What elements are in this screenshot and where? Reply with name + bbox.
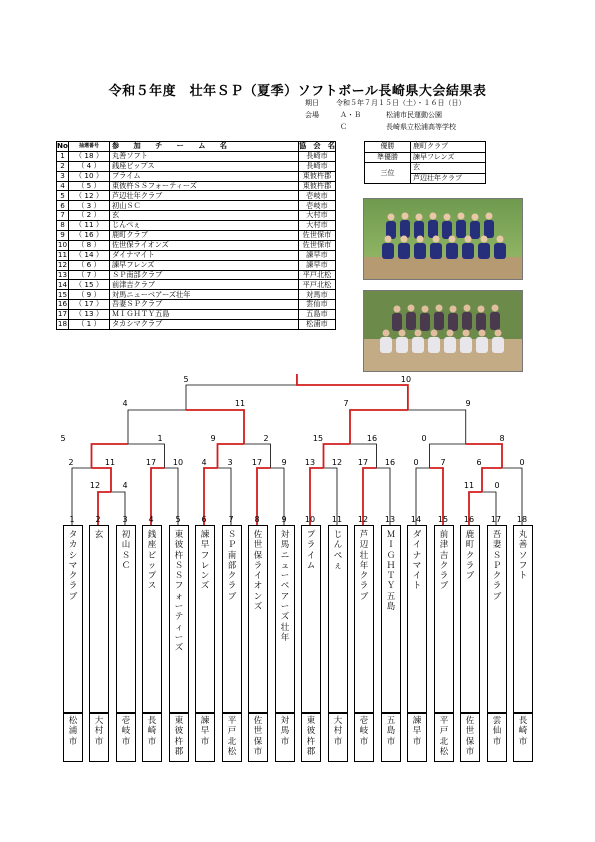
venue-c-name: 長崎県立松浦高等学校 — [386, 123, 456, 131]
team-slot-number: 3 — [122, 515, 128, 524]
score-qf2-a: 9 — [210, 434, 216, 443]
team-assoc: 長 崎 市 — [518, 716, 528, 747]
roster-lot: （ 9 ） — [68, 290, 109, 300]
team-name-box — [275, 525, 295, 714]
team-assoc: 五 島 市 — [386, 716, 396, 747]
team-assoc-box — [222, 712, 242, 762]
score-qf4-a: 0 — [421, 434, 427, 443]
roster-team: 東彼杵ＳＳフォーティーズ — [109, 181, 298, 191]
third-team-2: 芦辺壮年クラブ — [411, 173, 486, 184]
runnerup-label: 準優勝 — [365, 152, 411, 163]
team-assoc: 東 彼 杵 郡 — [306, 716, 316, 757]
team-assoc-box — [434, 712, 454, 762]
roster-assoc: 佐世保市 — [298, 240, 335, 250]
team-slot-number: 8 — [254, 515, 260, 524]
score-r2-3-a: 4 — [201, 458, 207, 467]
score-r2-7-a: 0 — [413, 458, 419, 467]
roster-no: 7 — [57, 211, 69, 221]
roster-no: 8 — [57, 221, 69, 231]
team-name: 対 馬 ニ ュ ー ベ ア ー ズ 壮 年 — [280, 530, 290, 643]
team-assoc-box — [301, 712, 321, 762]
score-r2-5-a: 13 — [304, 458, 316, 467]
team-name: 佐 世 保 ラ イ オ ン ズ — [253, 530, 263, 613]
team-name-box — [222, 525, 242, 714]
team-assoc-box — [354, 712, 374, 762]
team-name: 玄 — [94, 530, 104, 540]
team-assoc: 松 浦 市 — [68, 716, 78, 747]
roster-assoc: 佐世保市 — [298, 231, 335, 241]
team-assoc-box — [487, 712, 507, 762]
score-r2-7-b: 7 — [440, 458, 446, 467]
team-slot-number: 16 — [463, 515, 475, 524]
roster-lot: （ 18 ） — [68, 151, 109, 161]
team-assoc: 大 村 市 — [333, 716, 343, 747]
roster-no: 12 — [57, 259, 68, 269]
team-assoc-box — [275, 712, 295, 762]
score-semi-right-a: 7 — [343, 399, 349, 408]
bracket-final — [186, 385, 408, 410]
team-assoc-box — [328, 712, 348, 762]
team-slot-number: 17 — [490, 515, 502, 524]
team-name-box — [116, 525, 136, 714]
bracket-semi-1 — [128, 410, 244, 444]
venue-c-court: Ｃ — [340, 123, 347, 131]
team-name-box — [89, 525, 109, 714]
team-name-box — [513, 525, 533, 714]
team-assoc: 諫 早 市 — [200, 716, 210, 747]
team-name-box — [487, 525, 507, 714]
team-slot-number: 18 — [516, 515, 528, 524]
team-assoc: 東 彼 杵 郡 — [174, 716, 184, 757]
roster-team: ダイナマイト — [109, 250, 298, 260]
team-slot-number: 1 — [69, 515, 75, 524]
score-r2-6-b: 16 — [384, 458, 396, 467]
roster-team: ＭＩＧＨＴＹ五島 — [109, 310, 298, 320]
team-name: 鹿 町 ク ラ ブ — [465, 530, 475, 582]
roster-no: 5 — [57, 191, 69, 201]
team-slot-number: 5 — [175, 515, 181, 524]
roster-lot: （ 8 ） — [68, 240, 109, 250]
team-slot-number: 2 — [95, 515, 101, 524]
champion-team: 鹿町クラブ — [411, 142, 486, 153]
score-qf3-b: 16 — [366, 434, 378, 443]
team-slot-number: 9 — [281, 515, 287, 524]
team-slot-number: 6 — [201, 515, 207, 524]
score-semi-right-b: 9 — [465, 399, 471, 408]
header-no: No — [57, 141, 68, 151]
team-assoc: 壱 岐 市 — [121, 716, 131, 747]
team-name-box — [142, 525, 162, 714]
score-r2-4-b: 9 — [281, 458, 287, 467]
roster-lot: （ 1 ） — [68, 320, 109, 330]
roster-lot: （ 4 ） — [68, 161, 109, 171]
team-assoc: 平 戸 北 松 — [439, 716, 449, 757]
team-slot-number: 7 — [228, 515, 234, 524]
score-r2-4-a: 17 — [251, 458, 263, 467]
team-name: Ｍ Ｉ Ｇ Ｈ Ｔ Ｙ 五 島 — [386, 530, 396, 613]
roster-team: 初山ＳＣ — [109, 201, 298, 211]
team-name-box — [354, 525, 374, 714]
score-r2-8-b: 0 — [519, 458, 525, 467]
roster-team: じんぺぇ — [109, 221, 298, 231]
team-assoc: 大 村 市 — [94, 716, 104, 747]
team-name-box — [248, 525, 268, 714]
roster-lot: （ 6 ） — [68, 260, 109, 270]
team-assoc: 佐 世 保 市 — [253, 716, 263, 757]
team-name: タ カ シ マ ク ラ ブ — [68, 530, 78, 602]
score-r2-2-b: 10 — [172, 458, 184, 467]
venue-label: 会場 — [305, 111, 319, 119]
roster-team: 対馬ニューベアーズ壮年 — [109, 290, 298, 300]
roster-team: 吾妻ＳＰクラブ — [109, 300, 298, 310]
roster-lot: （ 16 ） — [68, 231, 109, 241]
score-r1-1-a: 12 — [89, 481, 101, 490]
score-qf1-b: 1 — [157, 434, 163, 443]
roster-assoc: 東彼杵郡 — [298, 181, 335, 191]
roster-assoc: 対馬市 — [298, 290, 335, 300]
roster-no: 6 — [57, 201, 69, 211]
team-name: 東 彼 杵 Ｓ Ｓ フ ォ ー テ ィ ー ズ — [174, 530, 184, 654]
score-r2-2-a: 17 — [145, 458, 157, 467]
roster-assoc: 壱岐市 — [298, 201, 335, 211]
score-r2-5-b: 12 — [331, 458, 343, 467]
roster-team: 諫早フレンズ — [109, 260, 298, 270]
roster-team: ＳＰ南部クラブ — [109, 270, 298, 280]
roster-team: 鹿町クラブ — [109, 231, 298, 241]
team-assoc-box — [381, 712, 401, 762]
roster-lot: （ 17 ） — [68, 300, 109, 310]
score-r2-6-a: 17 — [357, 458, 369, 467]
team-assoc-box — [63, 712, 83, 762]
team-assoc: 平 戸 北 松 — [227, 716, 237, 757]
roster-no: 14 — [57, 279, 68, 289]
roster-team: 芦辺壮年クラブ — [109, 191, 298, 201]
score-qf1-a: 5 — [60, 434, 66, 443]
team-name: 諫 早 フ レ ン ズ — [200, 530, 210, 592]
team-name-box — [407, 525, 427, 714]
team-assoc-box — [248, 712, 268, 762]
roster-lot: （ 5 ） — [68, 181, 109, 191]
roster-team: タカシマクラブ — [109, 320, 298, 330]
roster-no: 18 — [57, 319, 68, 329]
roster-assoc: 平戸北松 — [298, 270, 335, 280]
score-r2-8-a: 6 — [476, 458, 482, 467]
roster-lot: （ 13 ） — [68, 310, 109, 320]
team-name: 銭 座 ビ ッ プ ス — [147, 530, 157, 592]
team-assoc-box — [513, 712, 533, 762]
roster-team: 銭座ビップス — [109, 161, 298, 171]
roster-assoc: 大村市 — [298, 211, 335, 221]
roster-assoc: 諫早市 — [298, 250, 335, 260]
team-assoc-box — [169, 712, 189, 762]
roster-team: 玄 — [109, 211, 298, 221]
roster-no: 11 — [57, 249, 68, 259]
header-assoc: 協 会 名 — [298, 141, 335, 151]
team-slot-number: 14 — [410, 515, 422, 524]
header-team: 参 加 チ ー ム 名 — [109, 142, 298, 152]
roster-assoc: 大村市 — [298, 221, 335, 231]
team-name-box — [328, 525, 348, 714]
score-r1-1-b: 4 — [122, 481, 128, 490]
roster-no: 10 — [57, 240, 68, 250]
score-qf2-b: 2 — [263, 434, 269, 443]
roster-assoc: 平戸北松 — [298, 280, 335, 290]
roster-team: 前津吉クラブ — [109, 280, 298, 290]
roster-no: 13 — [57, 269, 68, 279]
team-name-box — [301, 525, 321, 714]
team-assoc-box — [460, 712, 480, 762]
roster-no: 16 — [57, 299, 68, 309]
roster-assoc: 壱岐市 — [298, 191, 335, 201]
team-name-box — [460, 525, 480, 714]
roster-assoc: 東彼杵郡 — [298, 171, 335, 181]
score-final-right: 10 — [400, 375, 412, 384]
team-name-box — [434, 525, 454, 714]
roster-lot: （ 15 ） — [68, 280, 109, 290]
date-value: 令和５年７月１５日（土）・１６日（日） — [336, 99, 466, 107]
team-slot-number: 10 — [304, 515, 316, 524]
score-semi-left-b: 11 — [234, 399, 246, 408]
team-name: 丸 善 ソ フ ト — [518, 530, 528, 582]
roster-lot: （ 7 ） — [68, 270, 109, 280]
roster-lot: （ 3 ） — [68, 201, 109, 211]
roster-no: 9 — [57, 231, 69, 241]
team-assoc-box — [89, 712, 109, 762]
roster-assoc: 長崎市 — [298, 161, 335, 171]
roster-no: 15 — [57, 289, 68, 299]
roster-no: 1 — [57, 151, 69, 161]
team-name: 前 津 吉 ク ラ ブ — [439, 530, 449, 592]
score-qf3-a: 15 — [312, 434, 324, 443]
team-slot-number: 13 — [384, 515, 396, 524]
third-label: 三位 — [365, 163, 411, 184]
team-assoc: 壱 岐 市 — [359, 716, 369, 747]
team-name: プ ラ イ ム — [306, 530, 316, 571]
roster-lot: （ 14 ） — [68, 250, 109, 260]
team-name: ダ イ ナ マ イ ト — [412, 530, 422, 592]
team-assoc-box — [142, 712, 162, 762]
team-slot-number: 11 — [331, 515, 343, 524]
team-name-box — [381, 525, 401, 714]
roster-lot: （ 12 ） — [68, 191, 109, 201]
venue-ab-name: 松浦市民運動公園 — [386, 111, 442, 119]
score-r1-2-a: 11 — [463, 481, 475, 490]
third-team-1: 玄 — [411, 163, 486, 174]
roster-assoc: 松浦市 — [298, 320, 335, 330]
team-assoc-box — [407, 712, 427, 762]
score-qf4-b: 8 — [499, 434, 505, 443]
roster-assoc: 諫早市 — [298, 260, 335, 270]
score-final-left: 5 — [183, 375, 189, 384]
roster-no: 2 — [57, 161, 69, 171]
roster-team: 佐世保ライオンズ — [109, 240, 298, 250]
header-lot: 抽選番号 — [68, 142, 109, 152]
team-name-box — [169, 525, 189, 714]
date-label: 期日 — [305, 99, 319, 107]
team-name-box — [63, 525, 83, 714]
score-r2-1-b: 11 — [104, 458, 116, 467]
team-slot-number: 12 — [357, 515, 369, 524]
venue-ab-court: Ａ・Ｂ — [340, 111, 361, 119]
team-assoc: 佐 世 保 市 — [465, 716, 475, 757]
champion-label: 優勝 — [365, 142, 411, 153]
roster-lot: （ 11 ） — [68, 221, 109, 231]
roster-no: 17 — [57, 309, 68, 319]
roster-lot: （ 10 ） — [68, 171, 109, 181]
score-r1-2-b: 0 — [494, 481, 500, 490]
team-assoc: 長 崎 市 — [147, 716, 157, 747]
team-name-box — [195, 525, 215, 714]
runnerup-team: 諫早フレンズ — [411, 152, 486, 163]
team-slot-number: 15 — [437, 515, 449, 524]
roster-assoc: 長崎市 — [298, 151, 335, 161]
roster-team: 丸善ソフト — [109, 151, 298, 161]
team-name: じ ん ぺ ぇ — [333, 530, 343, 571]
team-name: Ｓ Ｐ 南 部 ク ラ ブ — [227, 530, 237, 602]
team-name: 初 山 Ｓ Ｃ — [121, 530, 131, 571]
roster-lot: （ 2 ） — [68, 211, 109, 221]
roster-team: プライム — [109, 171, 298, 181]
team-assoc-box — [116, 712, 136, 762]
team-assoc-box — [195, 712, 215, 762]
team-name: 吾 妻 Ｓ Ｐ ク ラ ブ — [492, 530, 502, 602]
team-assoc: 雲 仙 市 — [492, 716, 502, 747]
page-title: 令和５年度 壮年ＳＰ（夏季）ソフトボール長崎県大会結果表 — [108, 84, 487, 99]
team-slot-number: 4 — [148, 515, 154, 524]
team-assoc: 諫 早 市 — [412, 716, 422, 747]
team-name: 芦 辺 壮 年 ク ラ ブ — [359, 530, 369, 602]
score-r2-1-a: 2 — [68, 458, 74, 467]
roster-no: 3 — [57, 171, 69, 181]
score-semi-left-a: 4 — [122, 399, 128, 408]
roster-assoc: 雲仙市 — [298, 300, 335, 310]
roster-assoc: 五島市 — [298, 310, 335, 320]
team-assoc: 対 馬 市 — [280, 716, 290, 747]
score-r2-3-b: 3 — [227, 458, 233, 467]
roster-no: 4 — [57, 181, 69, 191]
